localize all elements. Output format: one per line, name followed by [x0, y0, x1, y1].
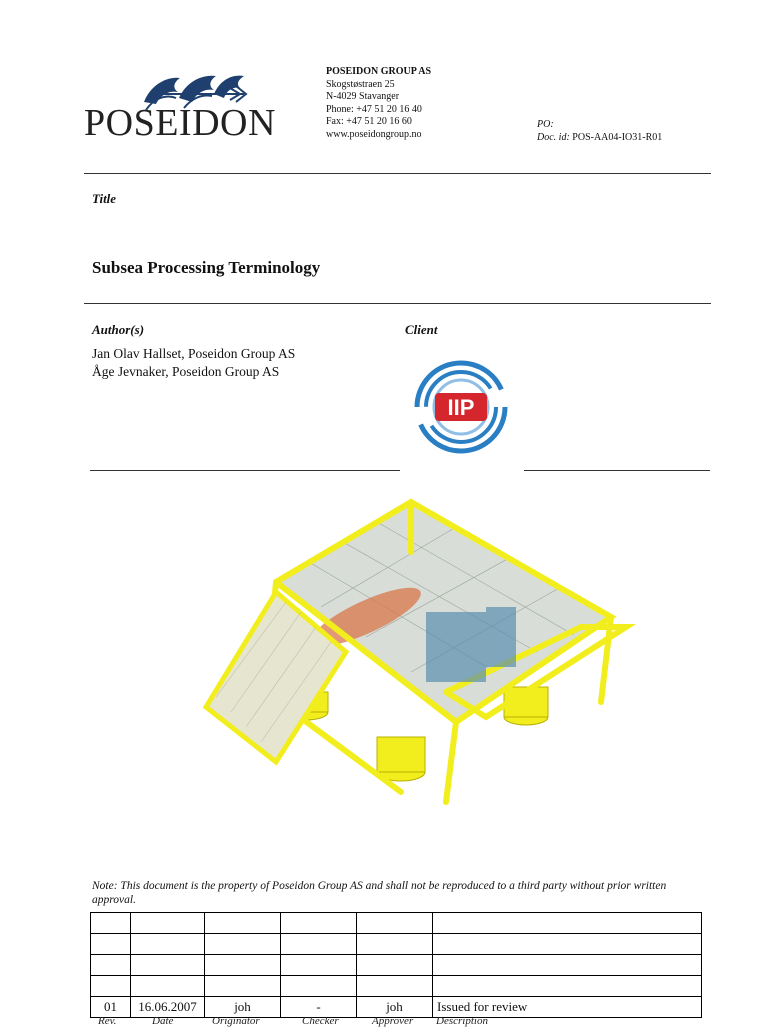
table-cell [433, 934, 702, 955]
table-cell [433, 913, 702, 934]
authors-label: Author(s) [92, 322, 145, 337]
table-cell [205, 913, 281, 934]
table-cell [281, 955, 357, 976]
company-name: POSEIDON GROUP AS [326, 66, 432, 77]
address-line-2: N-4029 Stavanger [326, 91, 400, 103]
phone-number: Phone: +47 51 20 16 40 [326, 103, 422, 115]
footer-checker: Checker [302, 1015, 339, 1027]
table-cell [281, 976, 357, 997]
table-cell [131, 976, 205, 997]
subsea-structure-image [196, 492, 636, 822]
table-row [91, 976, 702, 997]
footer-rev: Rev. [98, 1015, 117, 1027]
doc-id-value: POS-AA04-IO31-R01 [572, 132, 663, 143]
po-label: PO: [537, 119, 554, 130]
table-row [91, 913, 702, 934]
address-line-1: Skogstøstraen 25 [326, 78, 395, 90]
divider-authors-right [524, 470, 710, 471]
revision-description: Issued for review [433, 997, 702, 1018]
table-cell [205, 955, 281, 976]
revision-date: 16.06.2007 [131, 997, 205, 1018]
footer-approver: Approver [372, 1015, 414, 1027]
table-cell [357, 913, 433, 934]
doc-id-label: Doc. id: [537, 132, 570, 143]
author-2: Åge Jevnaker, Poseidon Group AS [92, 364, 280, 379]
table-cell [131, 955, 205, 976]
revision-number: 01 [91, 997, 131, 1018]
table-cell [357, 955, 433, 976]
table-cell [433, 976, 702, 997]
table-row [91, 955, 702, 976]
table-cell [357, 934, 433, 955]
divider-authors-left [90, 470, 400, 471]
title-label: Title [92, 191, 117, 206]
table-row [91, 934, 702, 955]
client-iip-logo [414, 360, 508, 454]
property-note: Note: This document is the property of Poseidon Group AS and shall not be reproduced to a third party without prior written approval. [92, 880, 667, 906]
divider-top [84, 173, 711, 174]
revision-approver: joh [357, 997, 433, 1018]
table-cell [91, 913, 131, 934]
table-cell [91, 934, 131, 955]
table-cell [281, 934, 357, 955]
table-cell [91, 976, 131, 997]
client-label: Client [405, 322, 438, 337]
poseidon-logo-text: POSEIDON [84, 102, 276, 144]
author-1: Jan Olav Hallset, Poseidon Group AS [92, 346, 296, 361]
footer-date: Date [152, 1015, 174, 1027]
table-cell [205, 934, 281, 955]
fax-number: Fax: +47 51 20 16 60 [326, 116, 412, 128]
revision-originator: joh [205, 997, 281, 1018]
document-info [537, 118, 662, 144]
company-address-block [326, 66, 431, 142]
table-cell [131, 934, 205, 955]
divider-title [84, 303, 711, 304]
table-cell [433, 955, 702, 976]
client-logo-text: IIP [447, 395, 475, 420]
document-title: Subsea Processing Terminology [92, 258, 321, 277]
footer-originator: Originator [212, 1015, 260, 1027]
table-cell [357, 976, 433, 997]
footer-description: Description [436, 1015, 488, 1027]
table-cell [131, 913, 205, 934]
revision-table [90, 912, 702, 1018]
revision-checker: - [281, 997, 357, 1018]
table-cell [91, 955, 131, 976]
table-cell [281, 913, 357, 934]
table-cell [205, 976, 281, 997]
website-link[interactable]: www.poseidongroup.no [326, 128, 422, 140]
